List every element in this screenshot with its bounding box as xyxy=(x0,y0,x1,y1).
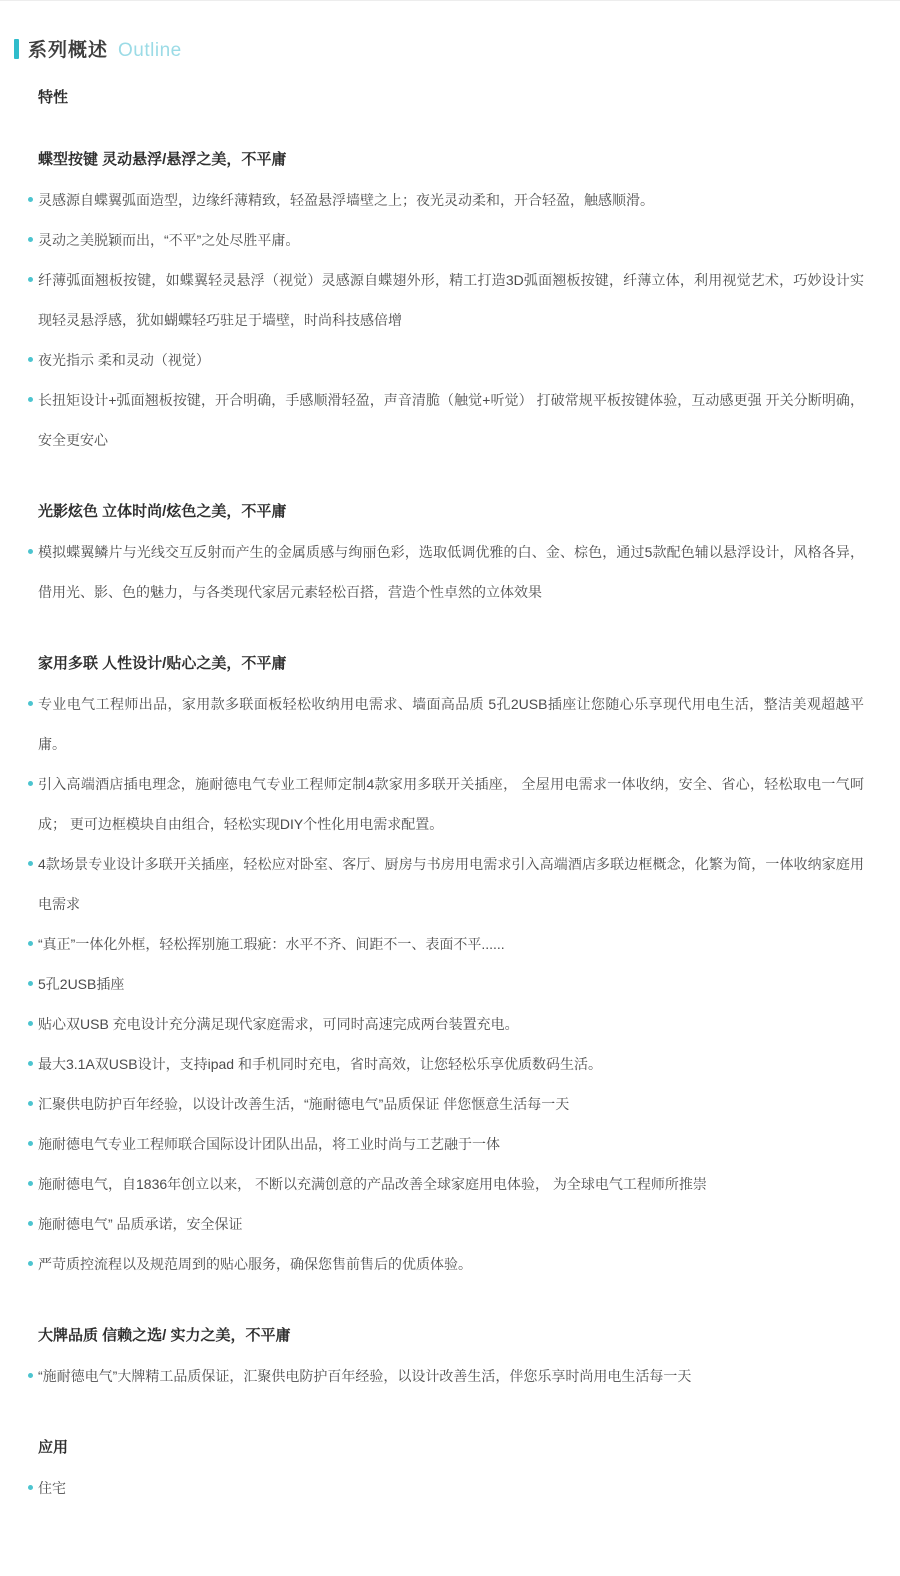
outline-content xyxy=(14,88,874,1508)
section-heading: 大牌品质 信赖之选/ 实力之美，不平庸 xyxy=(38,1327,291,1344)
bullet-item xyxy=(38,1356,864,1396)
bullet-item xyxy=(38,260,864,340)
section-heading: 家用多联 人性设计/贴心之美，不平庸 xyxy=(38,655,287,672)
bullet-dot-icon xyxy=(28,861,33,866)
bullet-dot-icon xyxy=(28,1101,33,1106)
bullet-text: 贴心双USB 充电设计充分满足现代家庭需求，可同时高速完成两台装置充电。 xyxy=(38,1016,519,1032)
bullet-dot-icon xyxy=(28,941,33,946)
section-light-colors xyxy=(38,502,864,612)
bullet-text: 最大3.1A双USB设计，支持ipad 和手机同时充电，省时高效，让您轻松乐享优质数码生活。 xyxy=(38,1056,602,1072)
bullet-dot-icon xyxy=(28,397,33,402)
section-butterfly-keys xyxy=(38,150,864,460)
bullet-dot-icon xyxy=(28,1485,33,1490)
bullet-dot-icon xyxy=(28,1141,33,1146)
bullet-item xyxy=(38,380,864,460)
section-application xyxy=(38,1438,864,1508)
bullet-text: “真正”一体化外框，轻松挥别施工瑕疵：水平不齐、间距不一、表面不平...... xyxy=(38,936,505,952)
bullet-text: 模拟蝶翼鳞片与光线交互反射而产生的金属质感与绚丽色彩，选取低调优雅的白、金、棕色，通过5款配色辅以悬浮设计，风格各异，借用光、影、色的魅力，与各类现代家居元素轻松百搭，营造个性卓然的立体效果 xyxy=(38,544,864,600)
bullet-item xyxy=(38,1124,864,1164)
section-multi-gang xyxy=(38,654,864,1284)
bullet-item xyxy=(38,1468,864,1508)
bullet-dot-icon xyxy=(28,277,33,282)
bullet-text: 引入高端酒店插电理念，施耐德电气专业工程师定制4款家用多联开关插座， 全屋用电需求一体收纳，安全、省心，轻松取电一气呵成； 更可边框模块自由组合，轻松实现DIY个性化用电需求配置。 xyxy=(38,776,864,832)
bullet-dot-icon xyxy=(28,1221,33,1226)
bullet-text: 施耐德电气，自1836年创立以来， 不断以充满创意的产品改善全球家庭用电体验， 为全球电气工程师所推崇 xyxy=(38,1176,707,1192)
section-brand-quality xyxy=(38,1326,864,1396)
bullet-text: 夜光指示 柔和灵动（视觉） xyxy=(38,352,210,368)
bullet-item xyxy=(38,340,864,380)
bullet-text: 纤薄弧面翘板按键，如蝶翼轻灵悬浮（视觉）灵感源自蝶翅外形，精工打造3D弧面翘板按键，纤薄立体，利用视觉艺术，巧妙设计实现轻灵悬浮感，犹如蝴蝶轻巧驻足于墙壁，时尚科技感倍增 xyxy=(38,272,864,328)
page-title-cn: 系列概述 xyxy=(28,40,109,61)
bullet-item xyxy=(38,1004,864,1044)
bullet-item xyxy=(38,684,864,764)
page-title-en: Outline xyxy=(118,40,182,61)
bullet-dot-icon xyxy=(28,701,33,706)
bullet-text: 施耐德电气” 品质承诺，安全保证 xyxy=(38,1216,243,1232)
bullet-item xyxy=(38,1244,864,1284)
bullet-item xyxy=(38,764,864,844)
bullet-text: 长扭矩设计+弧面翘板按键，开合明确，手感顺滑轻盈，声音清脆（触觉+听觉） 打破常规平板按键体验，互动感更强 开关分断明确，安全更安心 xyxy=(38,392,864,448)
page-title xyxy=(28,35,182,62)
bullet-dot-icon xyxy=(28,1373,33,1378)
bullet-text: 4款场景专业设计多联开关插座，轻松应对卧室、客厅、厨房与书房用电需求引入高端酒店多联边框概念，化繁为简，一体收纳家庭用电需求 xyxy=(38,856,864,912)
bullet-dot-icon xyxy=(28,1021,33,1026)
page-header xyxy=(14,35,874,62)
bullet-dot-icon xyxy=(28,981,33,986)
section-heading: 光影炫色 立体时尚/炫色之美，不平庸 xyxy=(38,503,287,520)
bullet-text: 汇聚供电防护百年经验，以设计改善生活，“施耐德电气”品质保证 伴您惬意生活每一天 xyxy=(38,1096,570,1112)
bullet-text: “施耐德电气”大牌精工品质保证，汇聚供电防护百年经验，以设计改善生活，伴您乐享时尚用电生活每一天 xyxy=(38,1368,692,1384)
section-heading: 蝶型按键 灵动悬浮/悬浮之美，不平庸 xyxy=(38,151,287,168)
bullet-dot-icon xyxy=(28,357,33,362)
bullet-list xyxy=(38,1468,864,1508)
bullet-text: 严苛质控流程以及规范周到的贴心服务，确保您售前售后的优质体验。 xyxy=(38,1256,472,1272)
section-heading: 特性 xyxy=(38,89,69,106)
bullet-item xyxy=(38,1084,864,1124)
bullet-dot-icon xyxy=(28,549,33,554)
bullet-item xyxy=(38,1204,864,1244)
bullet-dot-icon xyxy=(28,197,33,202)
bullet-list xyxy=(38,532,864,612)
bullet-text: 5孔2USB插座 xyxy=(38,976,125,992)
bullet-text: 专业电气工程师出品，家用款多联面板轻松收纳用电需求、墙面高品质 5孔2USB插座让您随心乐享现代用电生活，整洁美观超越平庸。 xyxy=(38,696,864,752)
section-heading: 应用 xyxy=(38,1439,69,1456)
bullet-dot-icon xyxy=(28,1261,33,1266)
bullet-list xyxy=(38,180,864,460)
series-outline-page xyxy=(0,1,900,1508)
bullet-item xyxy=(38,964,864,1004)
accent-bar-icon xyxy=(14,39,19,59)
bullet-item xyxy=(38,1164,864,1204)
bullet-item xyxy=(38,220,864,260)
bullet-dot-icon xyxy=(28,1061,33,1066)
bullet-list xyxy=(38,684,864,1284)
bullet-dot-icon xyxy=(28,1181,33,1186)
bullet-dot-icon xyxy=(28,781,33,786)
bullet-item xyxy=(38,1044,864,1084)
bullet-item xyxy=(38,180,864,220)
bullet-text: 灵动之美脱颖而出，“不平”之处尽胜平庸。 xyxy=(38,232,300,248)
bullet-text: 施耐德电气专业工程师联合国际设计团队出品，将工业时尚与工艺融于一体 xyxy=(38,1136,500,1152)
bullet-text: 住宅 xyxy=(38,1480,66,1496)
bullet-item xyxy=(38,924,864,964)
bullet-item xyxy=(38,844,864,924)
section-features xyxy=(38,88,864,108)
bullet-item xyxy=(38,532,864,612)
bullet-text: 灵感源自蝶翼弧面造型，边缘纤薄精致，轻盈悬浮墙壁之上；夜光灵动柔和，开合轻盈，触感顺滑。 xyxy=(38,192,654,208)
bullet-list xyxy=(38,1356,864,1396)
bullet-dot-icon xyxy=(28,237,33,242)
